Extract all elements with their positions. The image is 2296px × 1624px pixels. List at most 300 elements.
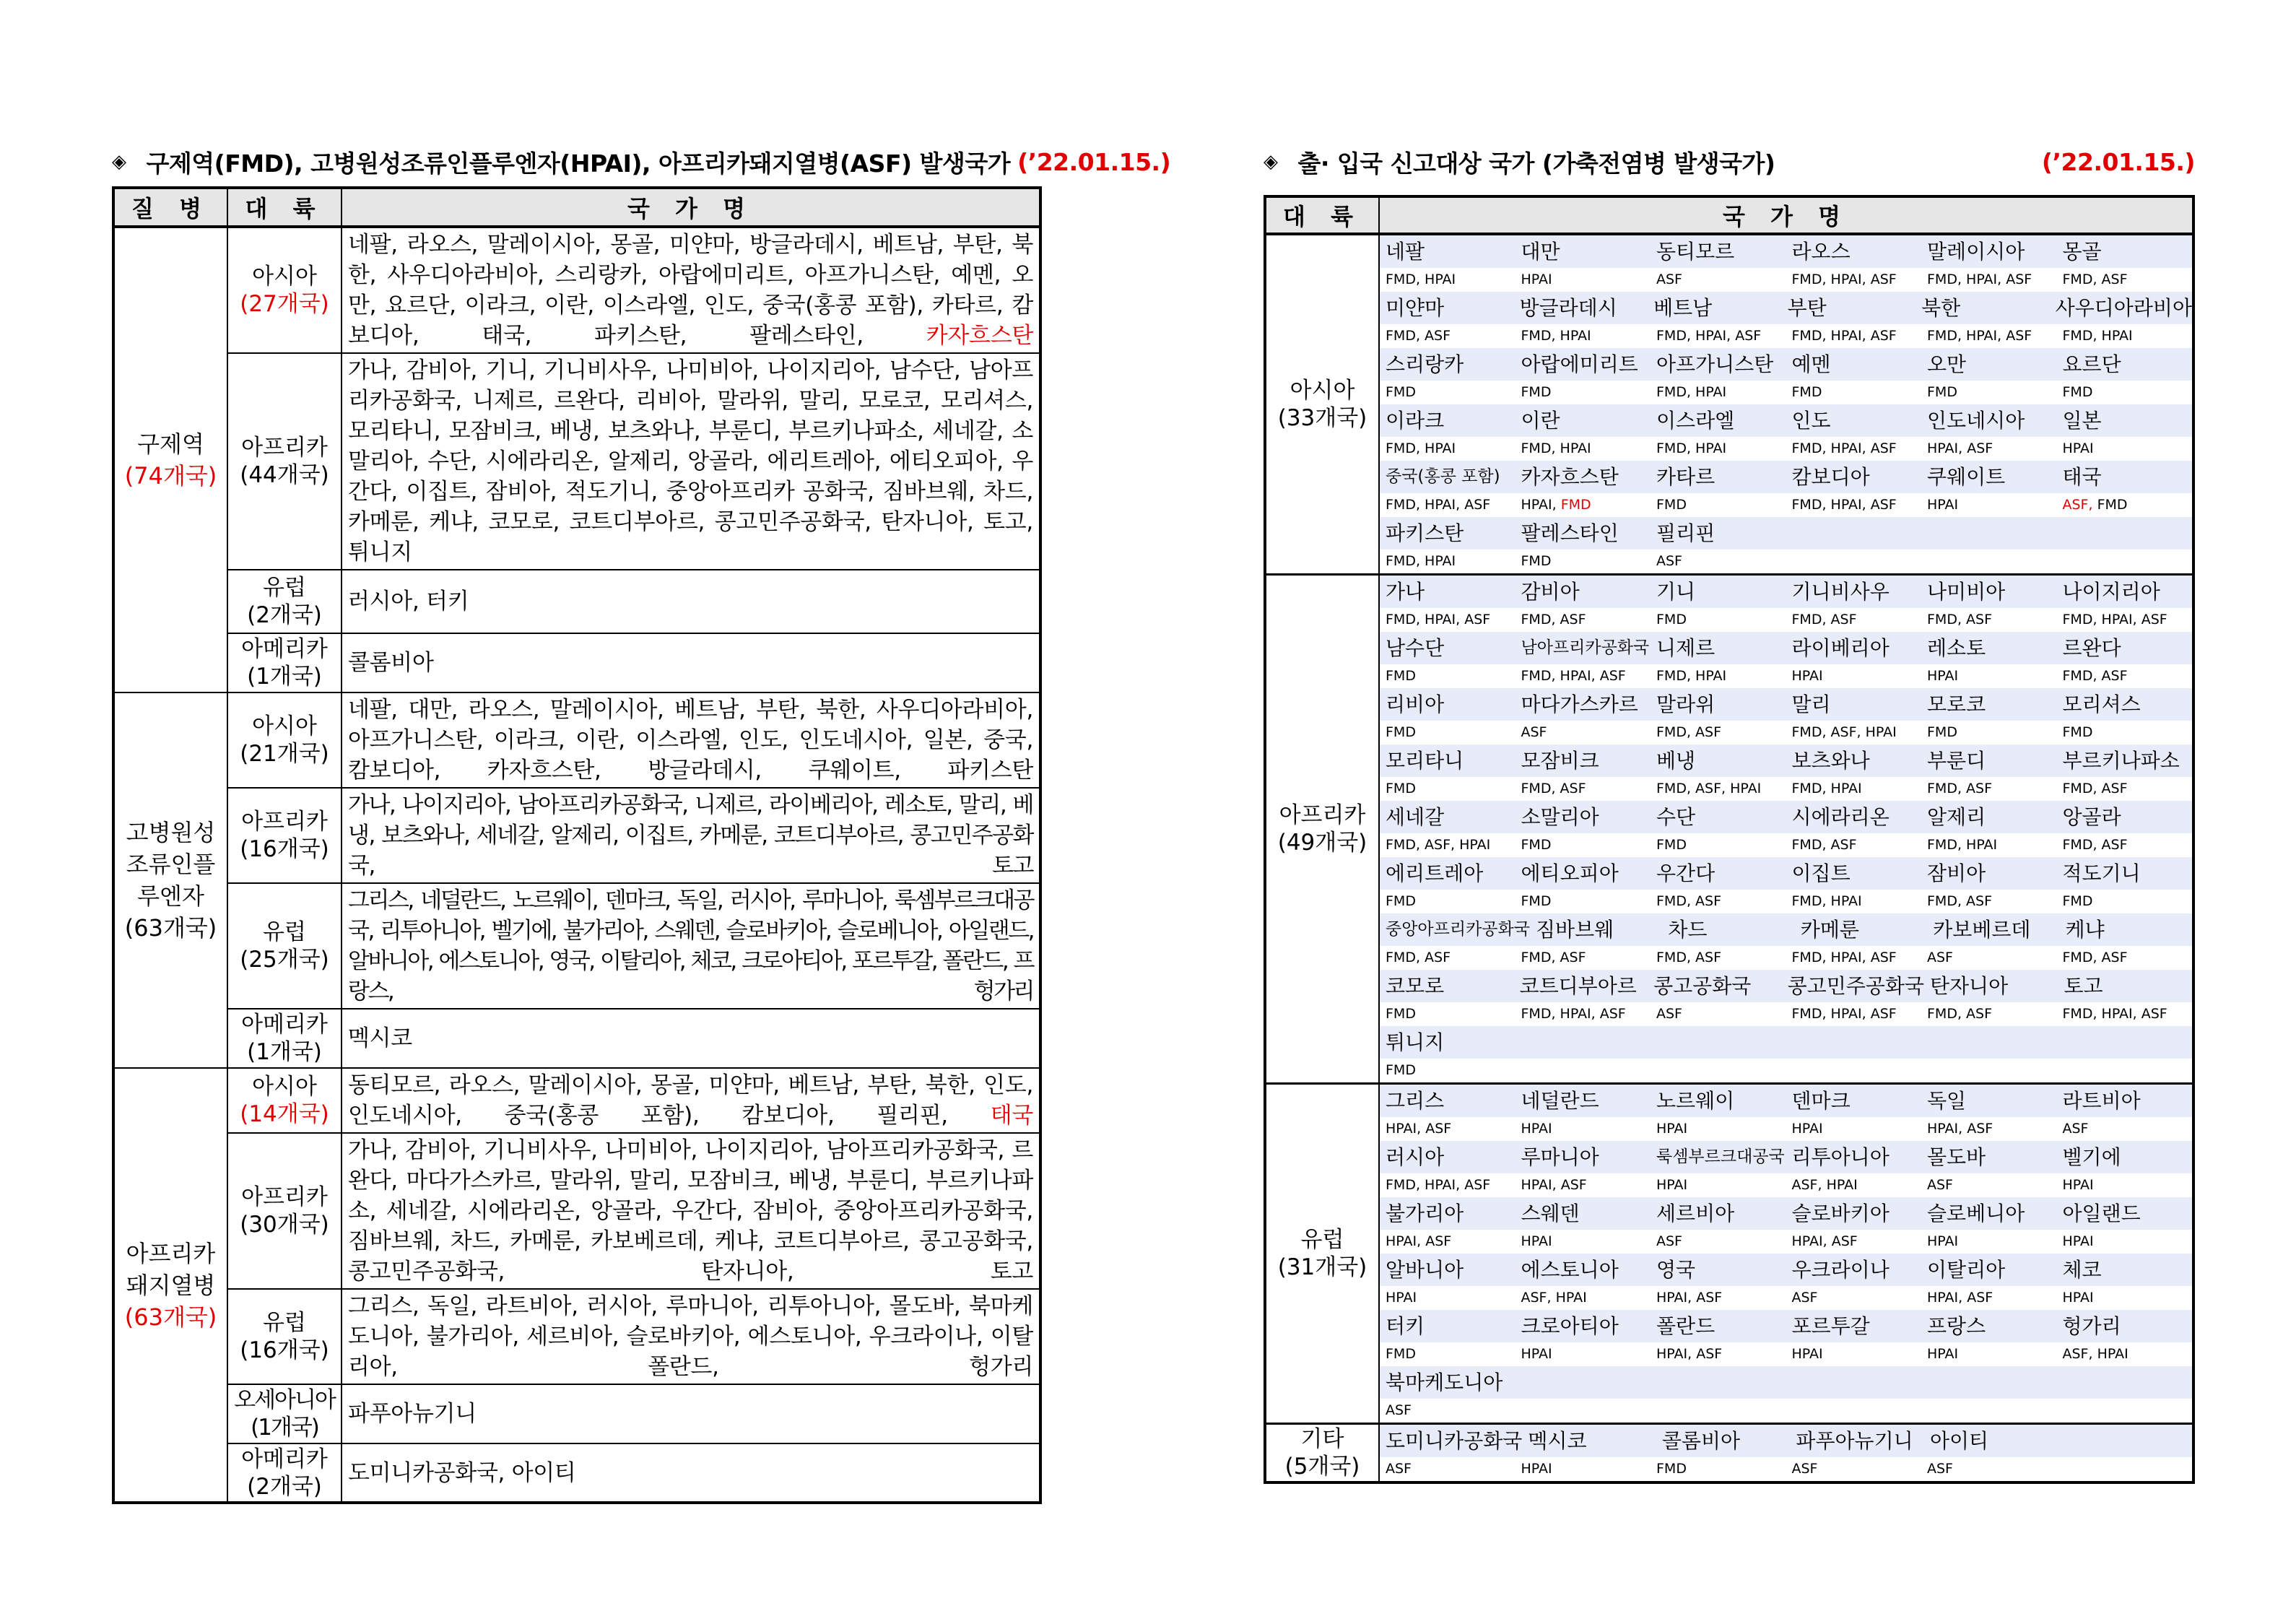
country-diseases: ASF [1921,1457,2057,1481]
country-name: 알제리 [1921,801,2057,833]
country-diseases [1651,1399,1786,1423]
continent-count: (30개국) [240,1212,329,1238]
country-diseases [1516,1059,1651,1082]
country-name: 터키 [1380,1310,1516,1342]
country-name: 슬로베니아 [1921,1197,2057,1230]
country-name: 차드 [1662,913,1794,946]
country-name: 아일랜드 [2057,1197,2193,1230]
continent-name: 아시아 [252,1074,317,1100]
continent-count: (16개국) [240,1337,329,1363]
continent-name: 아메리카 [241,1012,328,1038]
disease-count: (63개국) [124,914,217,942]
country-disease-row [1380,721,2192,744]
continent-cell [227,692,342,788]
country-name: 베냉 [1651,744,1786,777]
country-diseases [1786,1399,1922,1423]
country-disease-row [1380,833,2192,857]
country-disease-row [1380,550,2192,573]
diamond-bullet-icon: ◈ [1264,151,1278,173]
table-row [1265,575,2193,1084]
left-title-text: 구제역(FMD), 고병원성조류인플루엔자(HPAI), 아프리카돼지열병(ASF) 발생국가 [146,149,1011,178]
right-title [1264,142,2195,182]
country-name: 튀니지 [1380,1026,1516,1059]
country-name: 파푸아뉴기니 [1790,1425,1924,1457]
country-name: 폴란드 [1651,1310,1786,1342]
country-name: 북한 [1915,292,2050,324]
country-name-row [1380,970,2192,1002]
country-name: 카보베르데 [1927,913,2059,946]
continent-count: (44개국) [240,462,329,488]
disease-name: 고병원성 조류인플 루엔자 [126,819,216,910]
country-diseases: HPAI [1516,1230,1651,1254]
country-name: 사우디아라비아 [2050,292,2192,324]
outbreak-table [112,186,1042,1504]
table-row [113,1443,1040,1503]
countries-cell: 네팔, 대만, 라오스, 말레이시아, 베트남, 부탄, 북한, 사우디아라비아, 아프가니스탄, 이라크, 이란, 이스라엘, 인도, 인도네시아, 일본, 중국, 캄보디아, 카자흐스탄, 방글라데시, 쿠웨이트, 파키스탄 [342,692,1040,788]
country-name: 슬로바키아 [1786,1197,1922,1230]
country-name: 남수단 [1380,632,1516,664]
table-row [113,227,1040,353]
continent-count: (2개국) [247,602,322,628]
country-diseases: FMD [1651,833,1786,857]
country-diseases: FMD, HPAI, ASF [1380,493,1516,517]
country-name: 요르단 [2057,348,2193,381]
country-name: 부룬디 [1921,744,2057,777]
country-name: 리비아 [1380,688,1516,721]
country-name [2057,1366,2193,1399]
country-diseases: FMD, ASF [1516,608,1651,632]
country-diseases: HPAI [1921,664,2057,688]
continent-name: 기타 [1300,1426,1344,1452]
country-diseases: HPAI, ASF [1786,1230,1922,1254]
country-diseases: FMD [1921,381,2057,404]
country-name-row [1380,235,2192,268]
country-name: 체코 [2057,1254,2193,1286]
country-diseases: FMD, ASF [1516,777,1651,801]
country-name: 나이지리아 [2057,576,2193,608]
country-diseases: HPAI [1516,1342,1651,1366]
country-name: 태국 [2057,461,2193,493]
country-diseases: HPAI [2057,1230,2193,1254]
table-row [1265,234,2193,575]
country-grid [1379,1424,2193,1483]
continent-cell [227,1384,342,1443]
country-diseases: FMD, ASF, HPAI [1380,833,1516,857]
countries-cell: 가나, 감비아, 기니, 기니비사우, 나미비아, 나이지리아, 남수단, 남아프리카공화국, 니제르, 르완다, 리비아, 말라위, 말리, 모로코, 모리셔스, 모리타니, 모잠비크, 베냉, 보츠와나, 부룬디, 부르키나파소, 세네갈, 소말리아, 수단, 시에라리온, 알제리, 앙골라, 에리트레아, 에티오피아, 우간다, 이집트, 잠비아, 적도기니, 중앙아프리카 공화국, 짐바브웨, 차드, 카메룬, 케냐, 코모로, 코트디부아르, 콩고민주공화국, 탄자니아, 토고, 튀니지 [342,353,1040,570]
country-disease-row [1380,946,2192,970]
country-name-row [1380,1141,2192,1173]
right-title-text: 출· 입국 신고대상 국가 (가축전염병 발생국가) [1297,149,1775,178]
continent-name: 유럽 [1300,1227,1344,1253]
continent-cell [227,353,342,570]
country-name: 이집트 [1786,857,1922,890]
disease-name: 아프리카 돼지열병 [126,1239,216,1299]
country-diseases: HPAI [2057,1286,2193,1310]
country-name: 헝가리 [2057,1310,2193,1342]
table-row [113,570,1040,633]
country-grid [1379,234,2193,575]
countries-cell: 가나, 감비아, 기니비사우, 나미비아, 나이지리아, 남아프리카공화국, 르완다, 마다가스카르, 말라위, 말리, 모잠비크, 베냉, 부룬디, 부르키나파소, 세네갈, 시에라리온, 앙골라, 우간다, 잠비아, 중앙아프리카공화국, 짐바브웨, 차드, 카메룬, 카보베르데, 케냐, 코트디부아르, 콩고공화국, 콩고민주공화국, 탄자니아, 토고 [342,1133,1040,1289]
country-diseases: FMD, HPAI [1651,437,1786,461]
country-disease-row [1380,1399,2192,1423]
country-name: 모리타니 [1380,744,1516,777]
continent-count: (31개국) [1277,1254,1367,1280]
countries-cell: 그리스, 네덜란드, 노르웨이, 덴마크, 독일, 러시아, 루마니아, 룩셈부르크대공국, 리투아니아, 벨기에, 불가리아, 스웨덴, 슬로바키아, 슬로베니아, 아일랜드, 알바니아, 에스토니아, 영국, 이탈리아, 체코, 크로아티아, 포르투갈, 폴란드, 프랑스, 헝가리 [342,883,1040,1009]
country-name: 말레이시아 [1921,235,2057,268]
countries-cell: 파푸아뉴기니 [342,1384,1040,1443]
country-name-row [1380,1310,2192,1342]
country-name: 세르비아 [1651,1197,1786,1230]
country-diseases: FMD, ASF, HPAI [1651,777,1786,801]
continent-cell [1265,1084,1379,1424]
country-name-row [1380,1197,2192,1230]
country-name: 짐바브웨 [1530,913,1662,946]
country-diseases: HPAI, ASF [1921,1286,2057,1310]
country-diseases: FMD, ASF [1921,608,2057,632]
countries-cell: 러시아, 터키 [342,570,1040,633]
table-row [113,1068,1040,1133]
country-name: 도미니카공화국 [1380,1425,1522,1457]
country-diseases: FMD, ASF [1651,721,1786,744]
country-diseases [2057,550,2193,573]
country-diseases: HPAI, ASF [1921,437,2057,461]
country-diseases: HPAI [1651,1173,1786,1197]
country-name: 미얀마 [1380,292,1514,324]
country-name: 방글라데시 [1514,292,1648,324]
disease-codes: FMD [2097,497,2128,513]
country-name: 콜롬비아 [1656,1425,1791,1457]
country-diseases: FMD, HPAI, ASF [1786,268,1922,292]
continent-name: 아프리카 [1279,802,1366,828]
disease-name: 구제역 [137,430,204,458]
country-diseases: FMD [1516,833,1651,857]
countries-cell [342,227,1040,353]
continent-count: (1개국) [247,664,322,690]
disease-codes-highlight: FMD [1560,497,1591,513]
country-diseases [1786,550,1922,573]
country-name-row [1380,348,2192,381]
country-name-row [1380,1254,2192,1286]
country-name: 에스토니아 [1516,1254,1651,1286]
header-continent: 대 륙 [1265,196,1379,234]
country-diseases: HPAI [1786,1117,1922,1141]
country-diseases: ASF [2057,1117,2193,1141]
country-name: 레소토 [1921,632,2057,664]
country-name: 카자흐스탄 [1516,461,1651,493]
country-diseases: HPAI [1786,1342,1922,1366]
continent-count: (33개국) [1277,405,1367,431]
country-disease-row [1380,1457,2192,1481]
country-name-row [1380,1366,2192,1399]
country-diseases: FMD, ASF [1786,608,1922,632]
country-name: 영국 [1651,1254,1786,1286]
continent-count: (49개국) [1277,830,1367,856]
country-diseases: FMD [1380,664,1516,688]
country-name: 불가리아 [1380,1197,1516,1230]
country-name: 적도기니 [2057,857,2193,890]
country-diseases: FMD, HPAI [1516,324,1651,348]
country-name: 그리스 [1380,1085,1516,1117]
continent-cell [1265,1424,1379,1483]
country-name-row [1380,1425,2192,1457]
country-diseases: ASF, HPAI [2057,1342,2193,1366]
continent-name: 아프리카 [241,1184,328,1210]
country-name-row [1380,801,2192,833]
right-title-date: (’22.01.15.) [2041,147,2195,176]
country-name: 알바니아 [1380,1254,1516,1286]
country-name: 벨기에 [2057,1141,2193,1173]
table-row [113,353,1040,570]
country-name [1921,1366,2057,1399]
country-diseases: FMD, ASF [1651,890,1786,913]
continent-count: (21개국) [240,741,329,767]
country-name-row [1380,576,2192,608]
country-grid [1379,1084,2193,1424]
continent-count: (2개국) [247,1473,322,1500]
country-name: 잠비아 [1921,857,2057,890]
country-diseases: FMD, ASF [1516,946,1651,970]
country-name [1921,1026,2057,1059]
continent-cell [227,883,342,1009]
country-name: 캄보디아 [1786,461,1922,493]
table-row [113,883,1040,1009]
disease-cell-fmd [113,227,227,692]
countries-cell: 멕시코 [342,1009,1040,1068]
country-diseases: FMD [2057,890,2193,913]
country-diseases: FMD, HPAI, ASF [1786,324,1922,348]
country-name: 소말리아 [1516,801,1651,833]
country-name: 네팔 [1380,235,1516,268]
country-name: 파키스탄 [1380,517,1516,550]
country-diseases: HPAI, ASF [1516,1173,1651,1197]
table-header-row [113,188,1040,227]
country-disease-row [1380,1342,2192,1366]
country-name: 멕시코 [1522,1425,1656,1457]
country-diseases: HPAI [1380,1286,1516,1310]
country-diseases: HPAI [2057,1173,2193,1197]
country-name: 코모로 [1380,970,1514,1002]
table-header-row [1265,196,2193,234]
country-name: 라이베리아 [1786,632,1922,664]
country-name: 남아프리카공화국 [1516,632,1651,664]
table-row [113,788,1040,883]
country-name: 러시아 [1380,1141,1516,1173]
disease-cell-asf [113,1068,227,1503]
country-diseases: FMD, ASF [2057,664,2193,688]
continent-name: 유럽 [263,919,306,945]
continent-name: 아시아 [252,713,317,739]
country-name: 독일 [1921,1085,2057,1117]
country-diseases: FMD, HPAI, ASF [1786,493,1922,517]
header-continent: 대 륙 [227,188,342,227]
continent-name: 오세아니아 [234,1387,335,1413]
continent-count: (27개국) [240,291,329,317]
country-diseases [1786,1059,1922,1082]
country-diseases: HPAI, ASF [1921,1117,2057,1141]
country-name: 포르투갈 [1786,1310,1922,1342]
country-name: 세네갈 [1380,801,1516,833]
disease-count: (74개국) [124,462,217,490]
country-diseases: ASF [1921,946,2057,970]
country-name: 아프가니스탄 [1651,348,1786,381]
country-name [1516,1366,1651,1399]
disease-codes-highlight: ASF, [2062,497,2093,513]
country-diseases: FMD, ASF, HPAI [1786,721,1922,744]
country-name: 일본 [2057,404,2193,437]
country-name: 콩고공화국 [1648,970,1782,1002]
country-diseases: ASF [1651,268,1786,292]
country-name: 노르웨이 [1651,1085,1786,1117]
country-diseases: FMD, ASF [2057,946,2193,970]
country-name: 스웨덴 [1516,1197,1651,1230]
country-diseases: FMD, ASF [1380,324,1516,348]
country-diseases: FMD, HPAI [1516,437,1651,461]
continent-name: 아시아 [1290,378,1355,404]
continent-name: 유럽 [263,1310,306,1336]
countries-cell: 도미니카공화국, 아이티 [342,1443,1040,1503]
country-name: 인도네시아 [1921,404,2057,437]
country-disease-row [1380,664,2192,688]
left-title-date: (’22.01.15.) [1017,147,1171,176]
country-diseases: FMD [2057,381,2193,404]
country-disease-row [1380,381,2192,404]
country-diseases: FMD, HPAI, ASF [1380,608,1516,632]
country-name-row [1380,857,2192,890]
continent-cell [227,1068,342,1133]
country-name: 우크라이나 [1786,1254,1922,1286]
country-name: 아랍에미리트 [1516,348,1651,381]
country-name: 부탄 [1782,292,1916,324]
country-name: 팔레스타인 [1516,517,1651,550]
country-name: 북마케도니아 [1380,1366,1516,1399]
country-name: 기니 [1651,576,1786,608]
country-diseases: FMD, HPAI, ASF [1651,324,1786,348]
country-disease-row [1380,1286,2192,1310]
country-diseases: FMD [1516,890,1651,913]
country-diseases: FMD, HPAI, ASF [1786,946,1922,970]
country-diseases: ASF [1651,1002,1786,1026]
country-name: 몰도바 [1921,1141,2057,1173]
country-diseases: FMD, ASF [1380,946,1516,970]
country-diseases: FMD [1786,381,1922,404]
diamond-bullet-icon: ◈ [112,151,126,173]
country-name: 탄자니아 [1924,970,2058,1002]
country-diseases: HPAI, ASF [1651,1342,1786,1366]
country-name: 라트비아 [2057,1085,2193,1117]
country-diseases [2057,1059,2193,1082]
country-disease-row [1380,777,2192,801]
country-name: 수단 [1651,801,1786,833]
continent-name: 유럽 [263,575,306,601]
country-name: 오만 [1921,348,2057,381]
country-diseases: FMD, HPAI [1651,381,1786,404]
country-diseases: ASF [1651,1230,1786,1254]
country-disease-row [1380,268,2192,292]
country-name: 대만 [1516,235,1651,268]
continent-count: (16개국) [240,836,329,862]
report-target-table [1264,195,2195,1484]
country-name-row [1380,292,2192,324]
country-diseases: FMD, HPAI [1786,890,1922,913]
country-diseases: FMD, ASF [2057,777,2193,801]
continent-name: 아시아 [252,264,317,290]
country-name: 나미비아 [1921,576,2057,608]
country-diseases: ASF [1380,1457,1516,1481]
country-diseases: FMD, HPAI, ASF [2057,1002,2193,1026]
countries-cell: 콜롬비아 [342,633,1040,692]
country-name-row [1380,744,2192,777]
country-diseases: FMD [1380,777,1516,801]
country-name: 카메룬 [1795,913,1927,946]
country-diseases: ASF [1786,1286,1922,1310]
country-diseases: FMD, ASF [2057,833,2193,857]
country-name: 크로아티아 [1516,1310,1651,1342]
country-name [1786,517,1922,550]
country-name: 코트디부아르 [1514,970,1648,1002]
country-name: 우간다 [1651,857,1786,890]
country-disease-row [1380,1230,2192,1254]
country-diseases [1921,1059,2057,1082]
country-diseases: FMD, HPAI, ASF [2057,608,2193,632]
country-name: 중국(홍콩 포함) [1380,461,1516,493]
country-disease-row [1380,324,2192,348]
country-name: 에티오피아 [1516,857,1651,890]
country-name: 중앙아프리카공화국 [1380,913,1530,946]
continent-name: 아메리카 [241,1446,328,1472]
country-name: 보츠와나 [1786,744,1922,777]
continent-count: (1개국) [251,1415,318,1441]
country-name: 라오스 [1786,235,1922,268]
country-name-row [1380,913,2192,946]
country-name: 프랑스 [1921,1310,2057,1342]
country-disease-row [1380,1117,2192,1141]
country-name: 베트남 [1648,292,1782,324]
country-name: 콩고민주공화국 [1782,970,1924,1002]
country-name [1651,1026,1786,1059]
country-name: 몽골 [2057,235,2193,268]
countries-cell: 가나, 나이지리아, 남아프리카공화국, 니제르, 라이베리아, 레소토, 말리, 베냉, 보츠와나, 세네갈, 알제리, 이집트, 카메룬, 코트디부아르, 콩고민주공화국, 토고 [342,788,1040,883]
country-name [1786,1026,1922,1059]
country-diseases: FMD, HPAI [1921,833,2057,857]
country-name-row [1380,1085,2192,1117]
country-diseases: FMD, HPAI, ASF [1786,437,1922,461]
continent-cell [227,1443,342,1503]
table-row [113,1009,1040,1068]
country-disease-row [1380,608,2192,632]
country-diseases: FMD, ASF [1651,946,1786,970]
country-name-row [1380,404,2192,437]
continent-count: (5개국) [1284,1454,1360,1480]
country-diseases: FMD [1651,608,1786,632]
country-name-row [1380,688,2192,721]
disease-count: (63개국) [124,1303,217,1331]
country-diseases: FMD [1651,1457,1786,1481]
country-diseases: FMD [2057,721,2193,744]
country-diseases: FMD, HPAI [1380,437,1516,461]
countries-text: 동티모르, 라오스, 말레이시아, 몽골, 미얀마, 베트남, 부탄, 북한, 인도, 인도네시아, 중국(홍콩 포함), 캄보디아, 필리핀, [348,1072,1033,1129]
country-disease-row [1380,1002,2192,1026]
country-name: 룩셈부르크대공국 [1651,1141,1786,1173]
country-diseases: FMD, HPAI, ASF [1921,324,2057,348]
country-name: 예멘 [1786,348,1922,381]
continent-cell [227,227,342,353]
continent-name: 아메리카 [241,636,328,662]
country-name: 기니비사우 [1786,576,1922,608]
country-diseases: FMD [1921,721,2057,744]
country-name: 케냐 [2060,913,2192,946]
country-diseases: ASF, HPAI [1786,1173,1922,1197]
country-diseases: ASF [1380,1399,1516,1423]
